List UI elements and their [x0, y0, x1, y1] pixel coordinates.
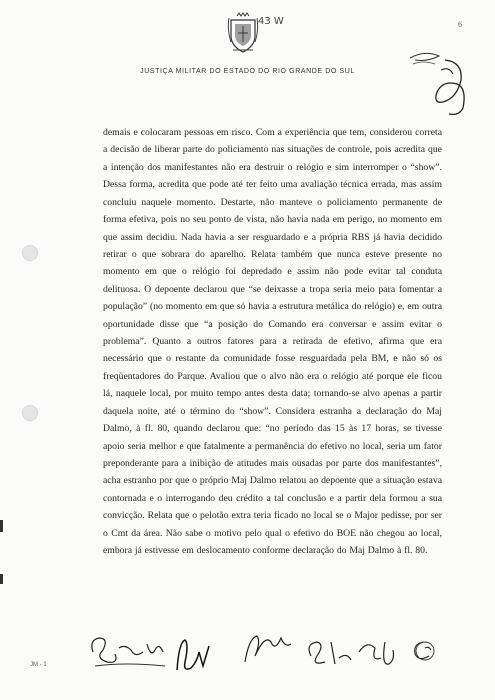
testimony-text-block: [103, 124, 442, 560]
page-number: 6: [458, 20, 462, 29]
handwritten-folio-number: 43 W: [258, 16, 284, 27]
scan-edge-mark: [0, 520, 3, 532]
binder-punch-hole: [22, 405, 38, 421]
state-coat-of-arms-icon: [225, 12, 261, 54]
handwritten-initials-signature-icon: [405, 40, 475, 120]
binder-punch-hole: [22, 245, 38, 261]
form-code: JM - 1: [30, 662, 47, 668]
signatures-row-icon: [85, 622, 455, 682]
testimony-paragraph: demais e colocaram pessoas em risco. Com a experiência que tem, considerou correta a decisão de liberar parte do policiamento nas situações de controle, pois acredita que a intenção dos manifestantes não era destruir o relógio e sim interromper o “show”. Dessa forma, acredita que pode até ter feito uma avaliação técnica errada, mas assim concluiu naquele momento. Destarte, não manteve o policiamento permanente de forma efetiva, pois no seu ponto de vista, não havia nada em perigo, no momento em que assim decidiu. Nada havia a ser resguardado e a própria RBS já havia decidido retirar o que sobrara do aparelho. Relata também que nunca esteve presente no momento em que o relógio foi depredado e assim não pode evitar tal conduta delituosa. O depoente declarou que “se deixasse a tropa seria meio para fomentar a população” (no momento em que só havia a estrutura metálica do relógio) e, em outra oportunidade disse que “a posição do Comando era conversar e assim evitar o problema”. Quanto a outros fatores para a retirada de efetivo, afirma que era necessário que o restante da comunidade fosse resguardada pela BM, e não só os freqüentadores do Parque. Avaliou que o alvo não era o relógio até porque ele ficou lá, naquele local, por muito tempo antes desta data; tornando-se alvo apenas a partir daquela noite, até o término do “show”. Considera estranha a declaração do Maj Dalmo, à fl. 80, quando declarou que: “no período das 15 às 17 horas, se tivesse apoio seria melhor e que fatalmente a permanência do efetivo no local, seria um fator preponderante para a inibição de atitudes mais ousadas por parte dos manifestantes”, acha estranho por que o próprio Maj Dalmo relatou ao depoente que a situação estava contornada e o interrogando deu crédito a tal conclusão e a partir dela formou a sua convicção. Relata que o pelotão extra teria ficado no local se o Major pedisse, por ser o Cmt da área. Não sabe o motivo pelo qual o efetivo do BOE não chegou ao local, embora já estivesse em deslocamento conforme declaração do Maj Dalmo à fl. 80.: [103, 127, 442, 557]
scan-edge-mark: [0, 574, 3, 584]
court-title: JUSTIÇA MILITAR DO ESTADO DO RIO GRANDE DO SUL: [140, 68, 355, 75]
